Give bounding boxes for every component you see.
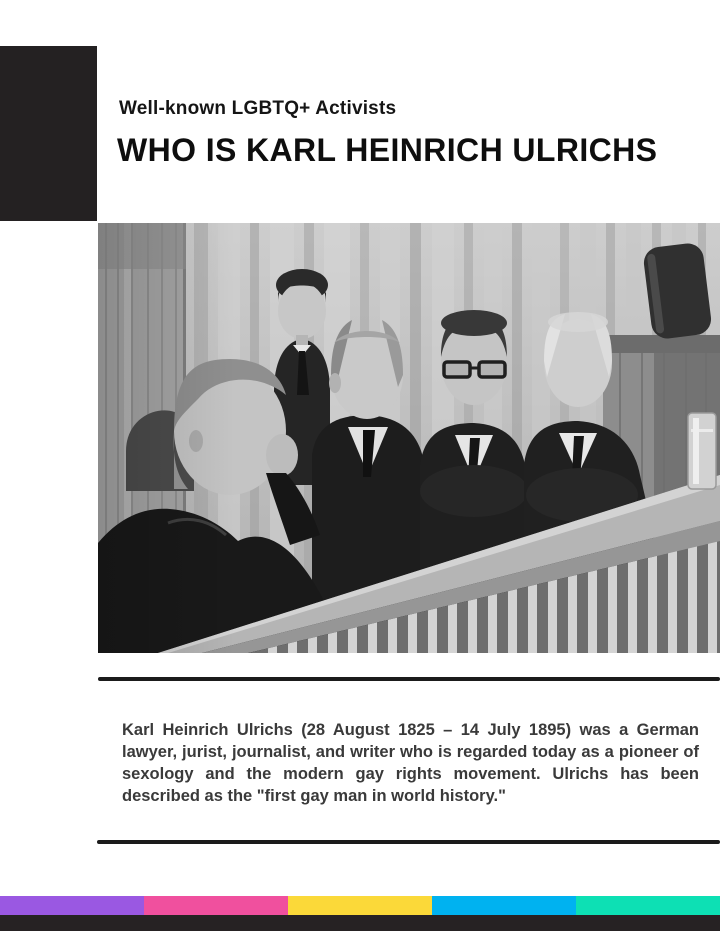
footer-stripe <box>0 896 720 915</box>
divider-top <box>98 677 720 681</box>
stripe-segment-blue <box>432 896 576 915</box>
bio-paragraph: Karl Heinrich Ulrichs (28 August 1825 – 14 July 1895) was a German lawyer, jurist, journalist, and writer who is regarded today as a pioneer of sexology and the modern gay rights movement. Ulrichs has been described as the "first gay man in world history." <box>122 721 699 805</box>
stripe-segment-teal <box>576 896 720 915</box>
stripe-segment-pink <box>144 896 288 915</box>
page-title: WHO IS KARL HEINRICH ULRICHS <box>117 132 658 168</box>
stripe-segment-purple <box>0 896 144 915</box>
kicker-text: Well-known LGBTQ+ Activists <box>119 98 397 119</box>
courtroom-photo <box>98 223 720 653</box>
courtroom-photo-graphic <box>98 223 720 653</box>
accent-block <box>0 46 97 221</box>
footer-bar <box>0 915 720 931</box>
stripe-segment-yellow <box>288 896 432 915</box>
divider-bottom <box>97 840 720 844</box>
